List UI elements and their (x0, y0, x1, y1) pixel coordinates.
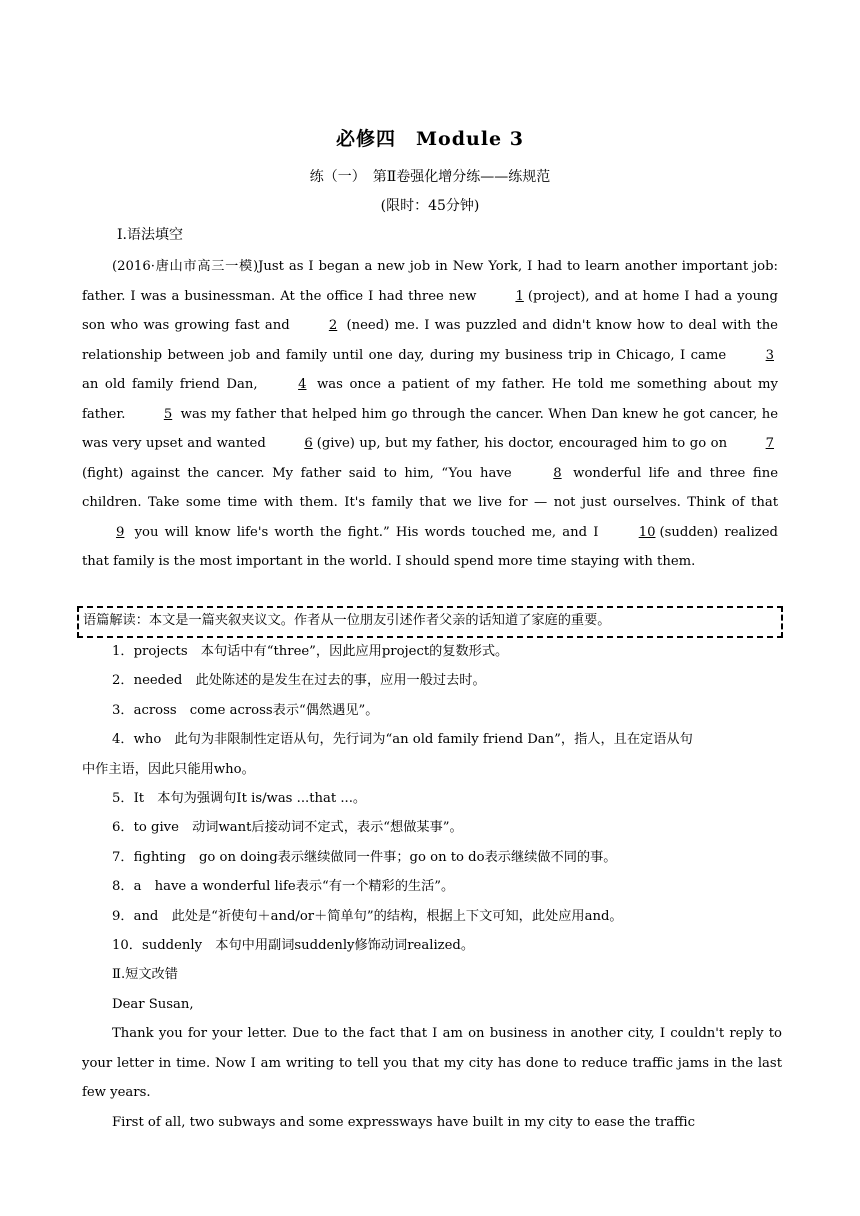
blank-9: 9 (116, 524, 125, 540)
blank-10: 10 (638, 524, 656, 540)
passage-text: wonderful life and three fine children. Take some time with them. It's family that we live for — not just ourselves. Think of that (82, 465, 778, 510)
error-correction-section (82, 960, 782, 1137)
blank-8: 8 (553, 465, 562, 481)
passage-text: was my father that helped him go through the cancer. When Dan knew he got cancer, he was very upset and wanted (82, 406, 778, 451)
blank-2: 2 (328, 318, 338, 333)
blank-7: 7 (765, 436, 774, 451)
answer-item-continued: 中作主语，因此只能用who。 (82, 761, 255, 777)
answer-item: 5．It 本句为强调句It is/was ...that ...。 (112, 791, 367, 807)
blank-4: 4 (298, 377, 307, 392)
letter-greeting: Dear Susan, (112, 996, 194, 1012)
passage-text: (need) me. I was puzzled and didn't know how to deal with the relationship between job and family until one day, during my business trip in Chicago, I came (82, 318, 778, 363)
answer-item: 9．and 此处是“祈使句＋and/or＋简单句”的结构，根据上下文可知，此处应用and。 (112, 908, 623, 924)
passage-text: you will know life's worth the fight.” His words touched me, and I (128, 524, 605, 540)
answer-list (82, 637, 782, 960)
page-subtitle: 练（一） 第Ⅱ卷强化增分练——练规范 (309, 169, 551, 185)
passage-text: (project), and at home I had a young son who was growing fast and (82, 288, 778, 333)
letter-paragraph: First of all, two subways and some expressways have built in my city to ease the traffic (112, 1114, 696, 1130)
passage-text: (sudden) realized that family is the most important in the world. I should spend more time staying with them. (82, 524, 778, 569)
passage-text: was once a patient of my father. He told me something about my father. (82, 377, 778, 422)
passage-explanation: 语篇解读：本文是一篇夹叙夹议文。作者从一位朋友引述作者父亲的话知道了家庭的重要。 (77, 606, 783, 638)
time-limit: (限时：45分钟) (380, 198, 480, 214)
answer-item: 3．across come across表示“偶然遇见”。 (112, 702, 379, 718)
passage-text: (2016·唐山市高三一模)Just as I began a new job in New York, I had to learn another important job: father. I was a businessman. At the office I had three new (82, 259, 778, 304)
passage-paragraph (82, 252, 778, 577)
passage-text: (fight) against the cancer. My father said to him, “You have (82, 465, 520, 481)
answer-item: 8．a have a wonderful life表示“有一个精彩的生活”。 (112, 879, 455, 895)
answer-item: 2．needed 此处陈述的是发生在过去的事，应用一般过去时。 (112, 673, 486, 689)
page-title: 必修四 Module 3 (336, 128, 524, 150)
blank-5: 5 (163, 406, 173, 422)
letter-paragraph: Thank you for your letter. Due to the fact that I am on business in another city, I couldn't reply to your letter in time. Now I am writing to tell you that my city has done to reduce traffic jams in the last few years. (82, 1026, 782, 1100)
passage-text: (give) up, but my father, his doctor, encouraged him to go on (316, 436, 732, 451)
section2-heading: Ⅱ.短文改错 (112, 967, 178, 982)
answer-item: 6．to give 动词want后接动词不定式，表示“想做某事”。 (112, 820, 463, 836)
blank-3: 3 (765, 347, 774, 363)
answer-item: 1．projects 本句话中有“three”，因此应用project的复数形式。 (112, 644, 509, 659)
section1-heading: Ⅰ.语法填空 (117, 227, 183, 243)
grammar-passage (82, 252, 778, 577)
passage-text: an old family friend Dan, (82, 377, 265, 392)
answer-item: 7．fighting go on doing表示继续做同一件事；go on to do表示继续做不同的事。 (112, 849, 617, 865)
blank-1: 1 (515, 288, 524, 304)
answer-item: 10．suddenly 本句中用副词suddenly修饰动词realized。 (112, 938, 475, 954)
blank-6: 6 (304, 436, 313, 451)
answer-item: 4．who 此句为非限制性定语从句，先行词为“an old family friend Dan”，指人，且在定语从句 (112, 732, 693, 748)
